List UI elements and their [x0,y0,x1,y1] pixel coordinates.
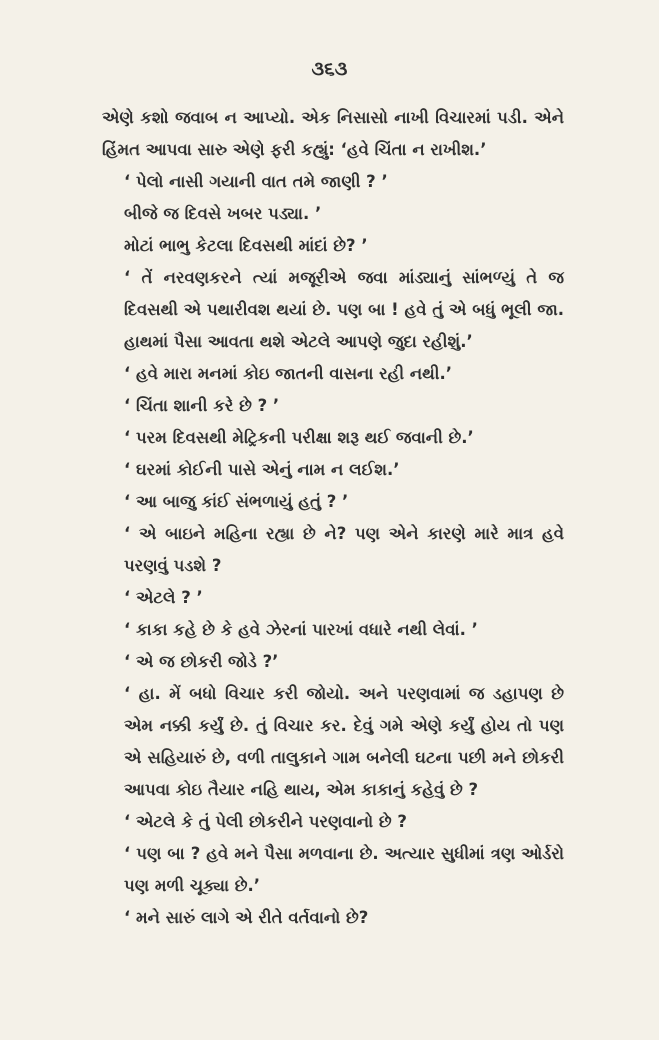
page-number: ૩૬૩ [311,58,348,80]
paragraph: એણે કશો જવાબ ન આપ્યો. એક નિસાસો નાખી વિચારમાં પડી. એને હિંમત આપવા સારુ એણે ફરી કહ્યું: ‘હવે ચિંતા ન રાખીશ.’ [102,108,564,159]
paragraph: ‘ એ જ છોકરી જોડે ?’ [124,652,279,671]
paragraph: ‘ પરમ દિવસથી મેટ્રિકની પરીક્ષા શરૂ થઈ જવાની છે.’ [124,428,474,447]
paragraph: ‘ ચિંતા શાની કરે છે ? ’ [124,396,280,415]
paragraph: ‘ એટલે કે તું પેલી છોકરીને પરણવાનો છે ? [124,812,407,831]
paragraph: ‘ એટલે ? ’ [124,588,203,607]
paragraph: ‘ કાકા કહે છે કે હવે ઝેરનાં પારખાં વધારે નથી લેવાં. ’ [124,620,478,639]
paragraph: ‘ ઘરમાં કોઈની પાસે એનું નામ ન લઈશ.’ [124,460,400,479]
paragraph: બીજે જ દિવસે ખબર પડ્યા. ’ [124,204,322,223]
body-text [102,102,564,934]
paragraph: ‘ પેલો નાસી ગયાની વાત તમે જાણી ? ’ [124,172,388,191]
paragraph: ‘ આ બાજુ કાંઈ સંભળાયું હતું ? ’ [124,492,349,511]
paragraph: ‘ પણ બા ? હવે મને પૈસા મળવાના છે. અત્યાર સુધીમાં ત્રણ ઓર્ડરો પણ મળી ચૂક્યા છે.’ [124,844,564,895]
paragraph: મોટાં ભાભુ કેટલા દિવસથી માંદાં છે? ’ [124,236,368,255]
paragraph: ‘ તેં નરવણકરને ત્યાં મજૂરીએ જવા માંડ્યાનું સાંભળ્યું તે જ દિવસથી એ પથારીવશ થયાં છે. પણ બા ! હવે તું એ બધું ભૂલી જા. હાથમાં પૈસા આવતા થશે એટલે આપણે જુદા રહીશું.’ [124,268,564,351]
paragraph: ‘ એ બાઇને મહિના રહ્યા છે ને? પણ એને કારણે મારે માત્ર હવે પરણવું પડશે ? [124,524,564,575]
paragraph: ‘ હા. મેં બધો વિચાર કરી જોયો. અને પરણવામાં જ ડહાપણ છે એમ નક્કી કર્યું છે. તું વિચાર કર. દેવું ગમે એણે કર્યું હોય તો પણ એ સહિયારું છે, વળી તાલુકાને ગામ બનેલી ઘટના પછી મને છોકરી આપવા કોઇ તૈયાર નહિ થાય, એમ કાકાનું કહેવું છે ? [124,684,564,799]
paragraph: ‘ મને સારું લાગે એ રીતે વર્તવાનો છે? [124,908,369,927]
paragraph: ‘ હવે મારા મનમાં કોઇ જાતની વાસના રહી નથી.’ [124,364,453,383]
